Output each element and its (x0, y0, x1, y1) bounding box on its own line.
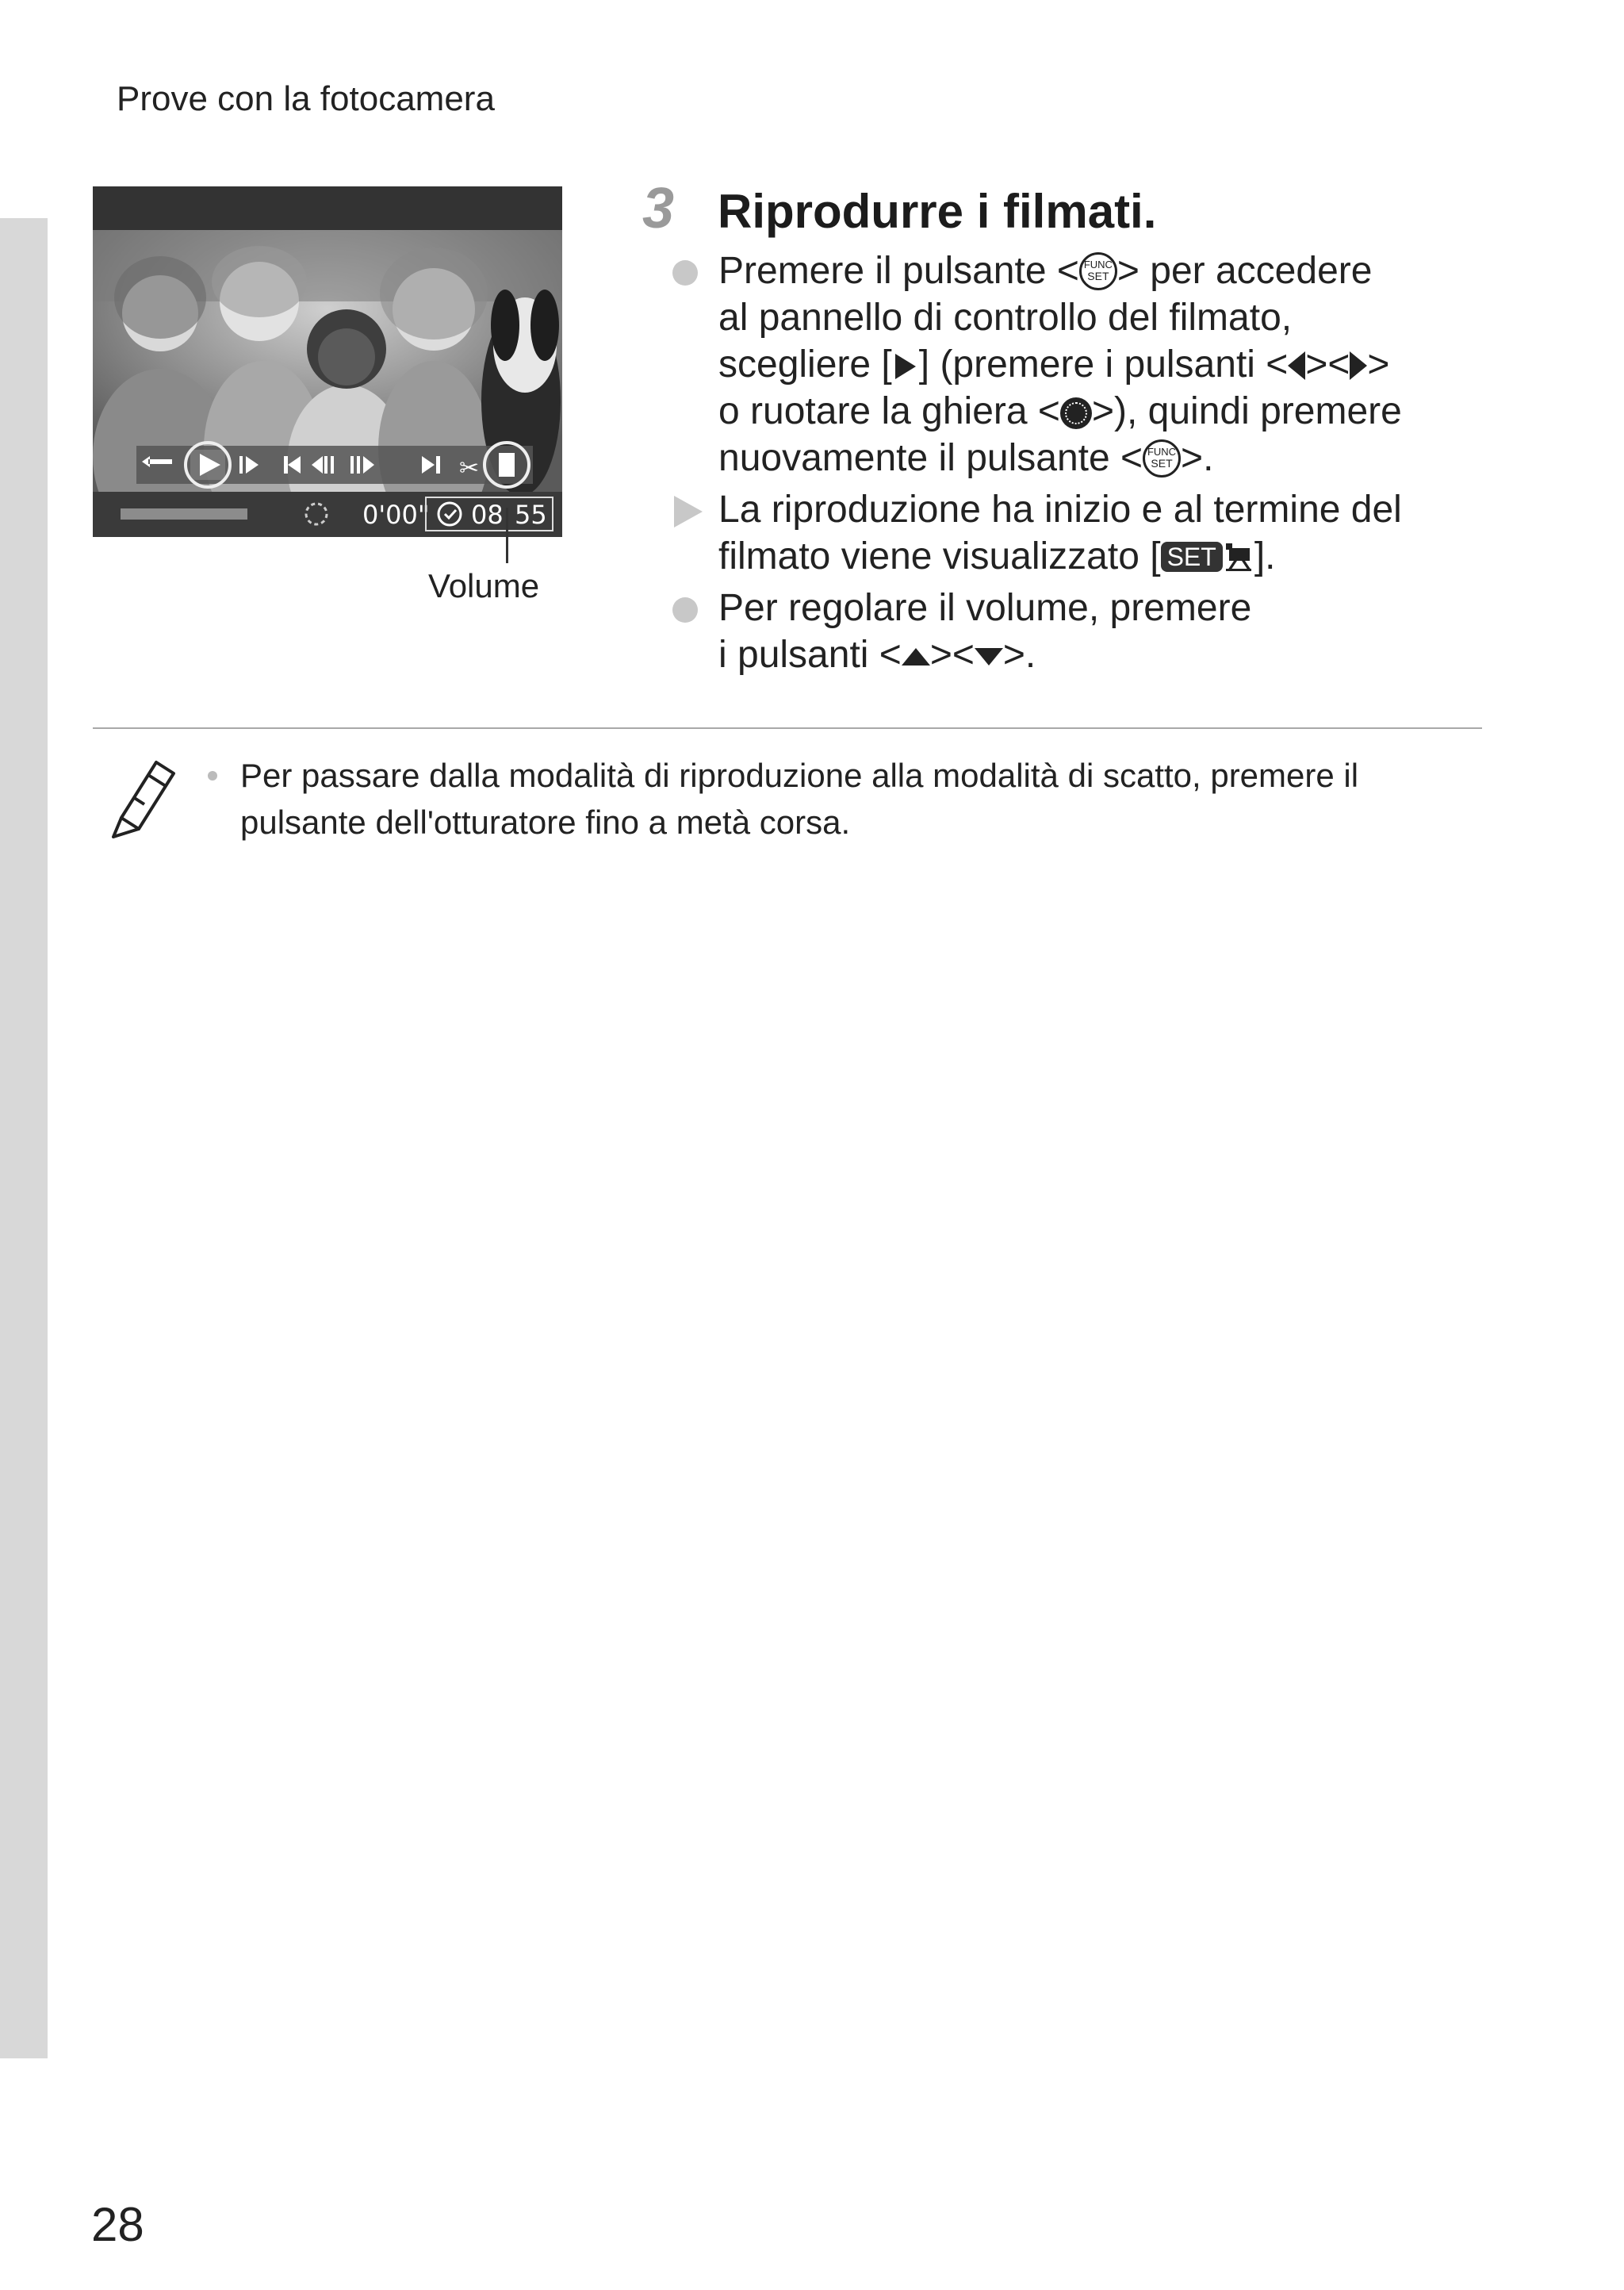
movie-playback-screenshot (93, 186, 562, 537)
up-arrow-icon (902, 648, 930, 666)
text-segment: i pulsanti < (718, 634, 902, 676)
side-bar (0, 218, 48, 2058)
text-segment: nuovamente il pulsante < (718, 437, 1143, 479)
elapsed-time: 0'00" (362, 500, 430, 530)
text-segment: >< (1305, 343, 1350, 386)
step-number: 3 (642, 177, 675, 240)
section-title: Prove con la fotocamera (117, 79, 495, 118)
svg-text:✂: ✂ (459, 455, 480, 482)
step-instructions (672, 247, 1513, 683)
tip-note-text: Per passare dalla modalità di riproduzione alla modalità di scatto, premere il pulsante dell'otturatore fino a metà corsa. (240, 757, 1359, 841)
control-dial-icon (1060, 397, 1092, 429)
text-segment: >. (1002, 634, 1036, 676)
tip-note (208, 752, 1492, 846)
left-arrow-icon (1288, 351, 1305, 380)
text-segment: ]. (1254, 535, 1276, 577)
text-segment: filmato viene visualizzato [ (718, 535, 1161, 577)
total-time-suffix: 55 (515, 500, 547, 530)
down-arrow-icon (975, 648, 1003, 666)
text-segment: >< (929, 634, 975, 676)
volume-callout-line (506, 508, 508, 563)
text-segment: Premere il pulsante < (718, 250, 1079, 292)
instruction-item (672, 247, 1513, 481)
func-set-button-icon (1079, 252, 1117, 290)
page-number: 28 (91, 2198, 144, 2251)
text-segment: o ruotare la ghiera < (718, 390, 1060, 432)
section-divider (93, 727, 1482, 729)
note-bullet-icon (208, 771, 217, 781)
progress-bar-track (121, 508, 247, 520)
text-segment: >), quindi premere (1091, 390, 1402, 432)
pencil-icon (107, 758, 178, 841)
volume-callout-label: Volume (428, 567, 540, 604)
movie-mode-icon (1223, 540, 1254, 573)
bullet-dot-icon (672, 597, 698, 623)
instruction-item (672, 486, 1513, 580)
text-segment: ] (premere i pulsanti < (918, 343, 1289, 386)
instruction-item (672, 585, 1513, 678)
text-line: al pannello di controllo del filmato, (718, 297, 1293, 339)
movie-frame-illustration (93, 186, 562, 537)
play-icon (895, 354, 916, 379)
text-line: La riproduzione ha inizio e al termine del (718, 489, 1402, 531)
text-segment: > (1367, 343, 1390, 386)
bullet-triangle-icon (674, 496, 703, 527)
total-time-prefix: 08 (471, 500, 504, 530)
text-segment: scegliere [ (718, 343, 892, 386)
set-badge-icon: SET (1161, 542, 1223, 572)
func-set-button-icon (1143, 439, 1181, 478)
step-title: Riprodurre i filmati. (718, 185, 1157, 238)
right-arrow-icon (1350, 351, 1367, 380)
text-segment: > per accedere (1116, 250, 1373, 292)
bullet-dot-icon (672, 260, 698, 286)
text-line: Per regolare il volume, premere (718, 587, 1252, 629)
text-segment: >. (1181, 437, 1214, 479)
